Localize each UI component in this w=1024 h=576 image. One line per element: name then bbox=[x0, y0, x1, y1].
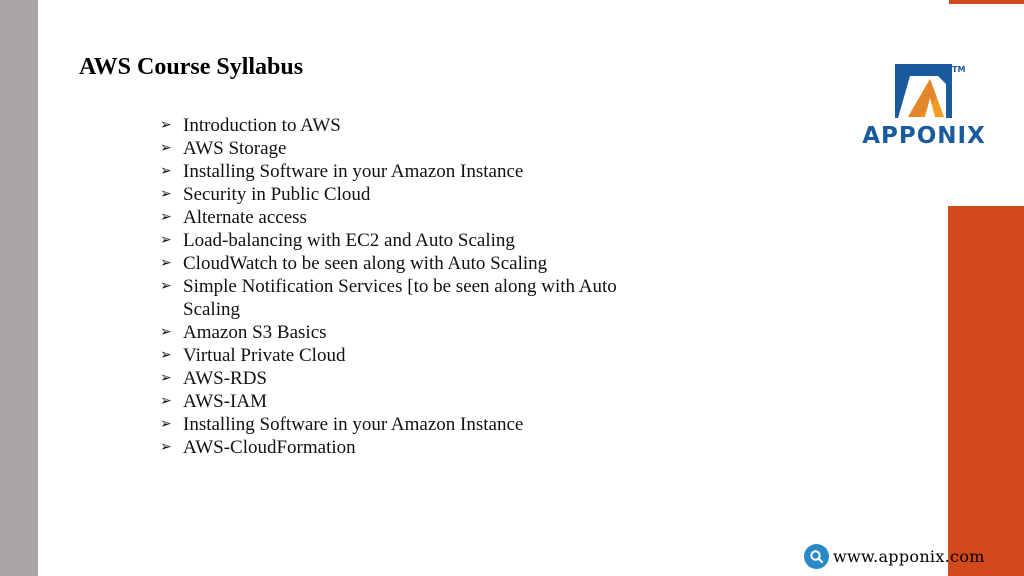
arrowhead-bullet-icon: ➢ bbox=[160, 416, 172, 432]
syllabus-item bbox=[160, 114, 640, 137]
apponix-logo bbox=[846, 58, 1002, 154]
syllabus-item bbox=[160, 413, 640, 436]
top-accent-bar bbox=[949, 0, 1024, 4]
arrowhead-bullet-icon: ➢ bbox=[160, 439, 172, 455]
syllabus-item-text: AWS-IAM bbox=[183, 391, 267, 412]
arrowhead-bullet-icon: ➢ bbox=[160, 393, 172, 409]
footer-website[interactable] bbox=[804, 543, 985, 569]
right-decorative-bar bbox=[948, 206, 1024, 576]
syllabus-item-text: Simple Notification Services [to be seen along with Auto Scaling bbox=[183, 276, 617, 320]
apponix-logo-mark-icon bbox=[846, 58, 1002, 122]
arrowhead-bullet-icon: ➢ bbox=[160, 186, 172, 202]
syllabus-item-text: Load-balancing with EC2 and Auto Scaling bbox=[183, 230, 515, 251]
syllabus-item bbox=[160, 275, 640, 321]
arrowhead-bullet-icon: ➢ bbox=[160, 324, 172, 340]
syllabus-item-text: Alternate access bbox=[183, 207, 307, 228]
arrowhead-bullet-icon: ➢ bbox=[160, 117, 172, 133]
syllabus-item-text: Introduction to AWS bbox=[183, 115, 341, 136]
syllabus-item-text: Amazon S3 Basics bbox=[183, 322, 327, 343]
syllabus-item-text: AWS Storage bbox=[183, 138, 287, 159]
syllabus-item bbox=[160, 160, 640, 183]
syllabus-item bbox=[160, 206, 640, 229]
syllabus-item-text: Installing Software in your Amazon Instance bbox=[183, 161, 524, 182]
syllabus-item bbox=[160, 183, 640, 206]
syllabus-item-text: AWS-CloudFormation bbox=[183, 437, 356, 458]
syllabus-item bbox=[160, 252, 640, 275]
arrowhead-bullet-icon: ➢ bbox=[160, 232, 172, 248]
left-decorative-bar bbox=[0, 0, 38, 576]
syllabus-item bbox=[160, 344, 640, 367]
arrowhead-bullet-icon: ➢ bbox=[160, 255, 172, 271]
slide-title: AWS Course Syllabus bbox=[79, 54, 304, 80]
trademark-symbol: TM bbox=[952, 65, 966, 74]
arrowhead-bullet-icon: ➢ bbox=[160, 347, 172, 363]
arrowhead-bullet-icon: ➢ bbox=[160, 278, 172, 294]
syllabus-item bbox=[160, 436, 640, 459]
arrowhead-bullet-icon: ➢ bbox=[160, 209, 172, 225]
syllabus-item-text: Installing Software in your Amazon Instance bbox=[183, 414, 524, 435]
syllabus-list bbox=[160, 114, 640, 459]
syllabus-item bbox=[160, 137, 640, 160]
syllabus-item-text: CloudWatch to be seen along with Auto Scaling bbox=[183, 253, 548, 274]
arrowhead-bullet-icon: ➢ bbox=[160, 163, 172, 179]
syllabus-item bbox=[160, 321, 640, 344]
syllabus-item-text: Security in Public Cloud bbox=[183, 184, 371, 205]
syllabus-item-text: Virtual Private Cloud bbox=[183, 345, 346, 366]
syllabus-item bbox=[160, 229, 640, 252]
website-url[interactable]: www.apponix.com bbox=[833, 546, 985, 566]
arrowhead-bullet-icon: ➢ bbox=[160, 370, 172, 386]
arrowhead-bullet-icon: ➢ bbox=[160, 140, 172, 156]
syllabus-item bbox=[160, 367, 640, 390]
search-icon bbox=[804, 544, 829, 569]
syllabus-item-text: AWS-RDS bbox=[183, 368, 267, 389]
logo-wordmark: APPONIX bbox=[862, 123, 986, 149]
syllabus-item bbox=[160, 390, 640, 413]
